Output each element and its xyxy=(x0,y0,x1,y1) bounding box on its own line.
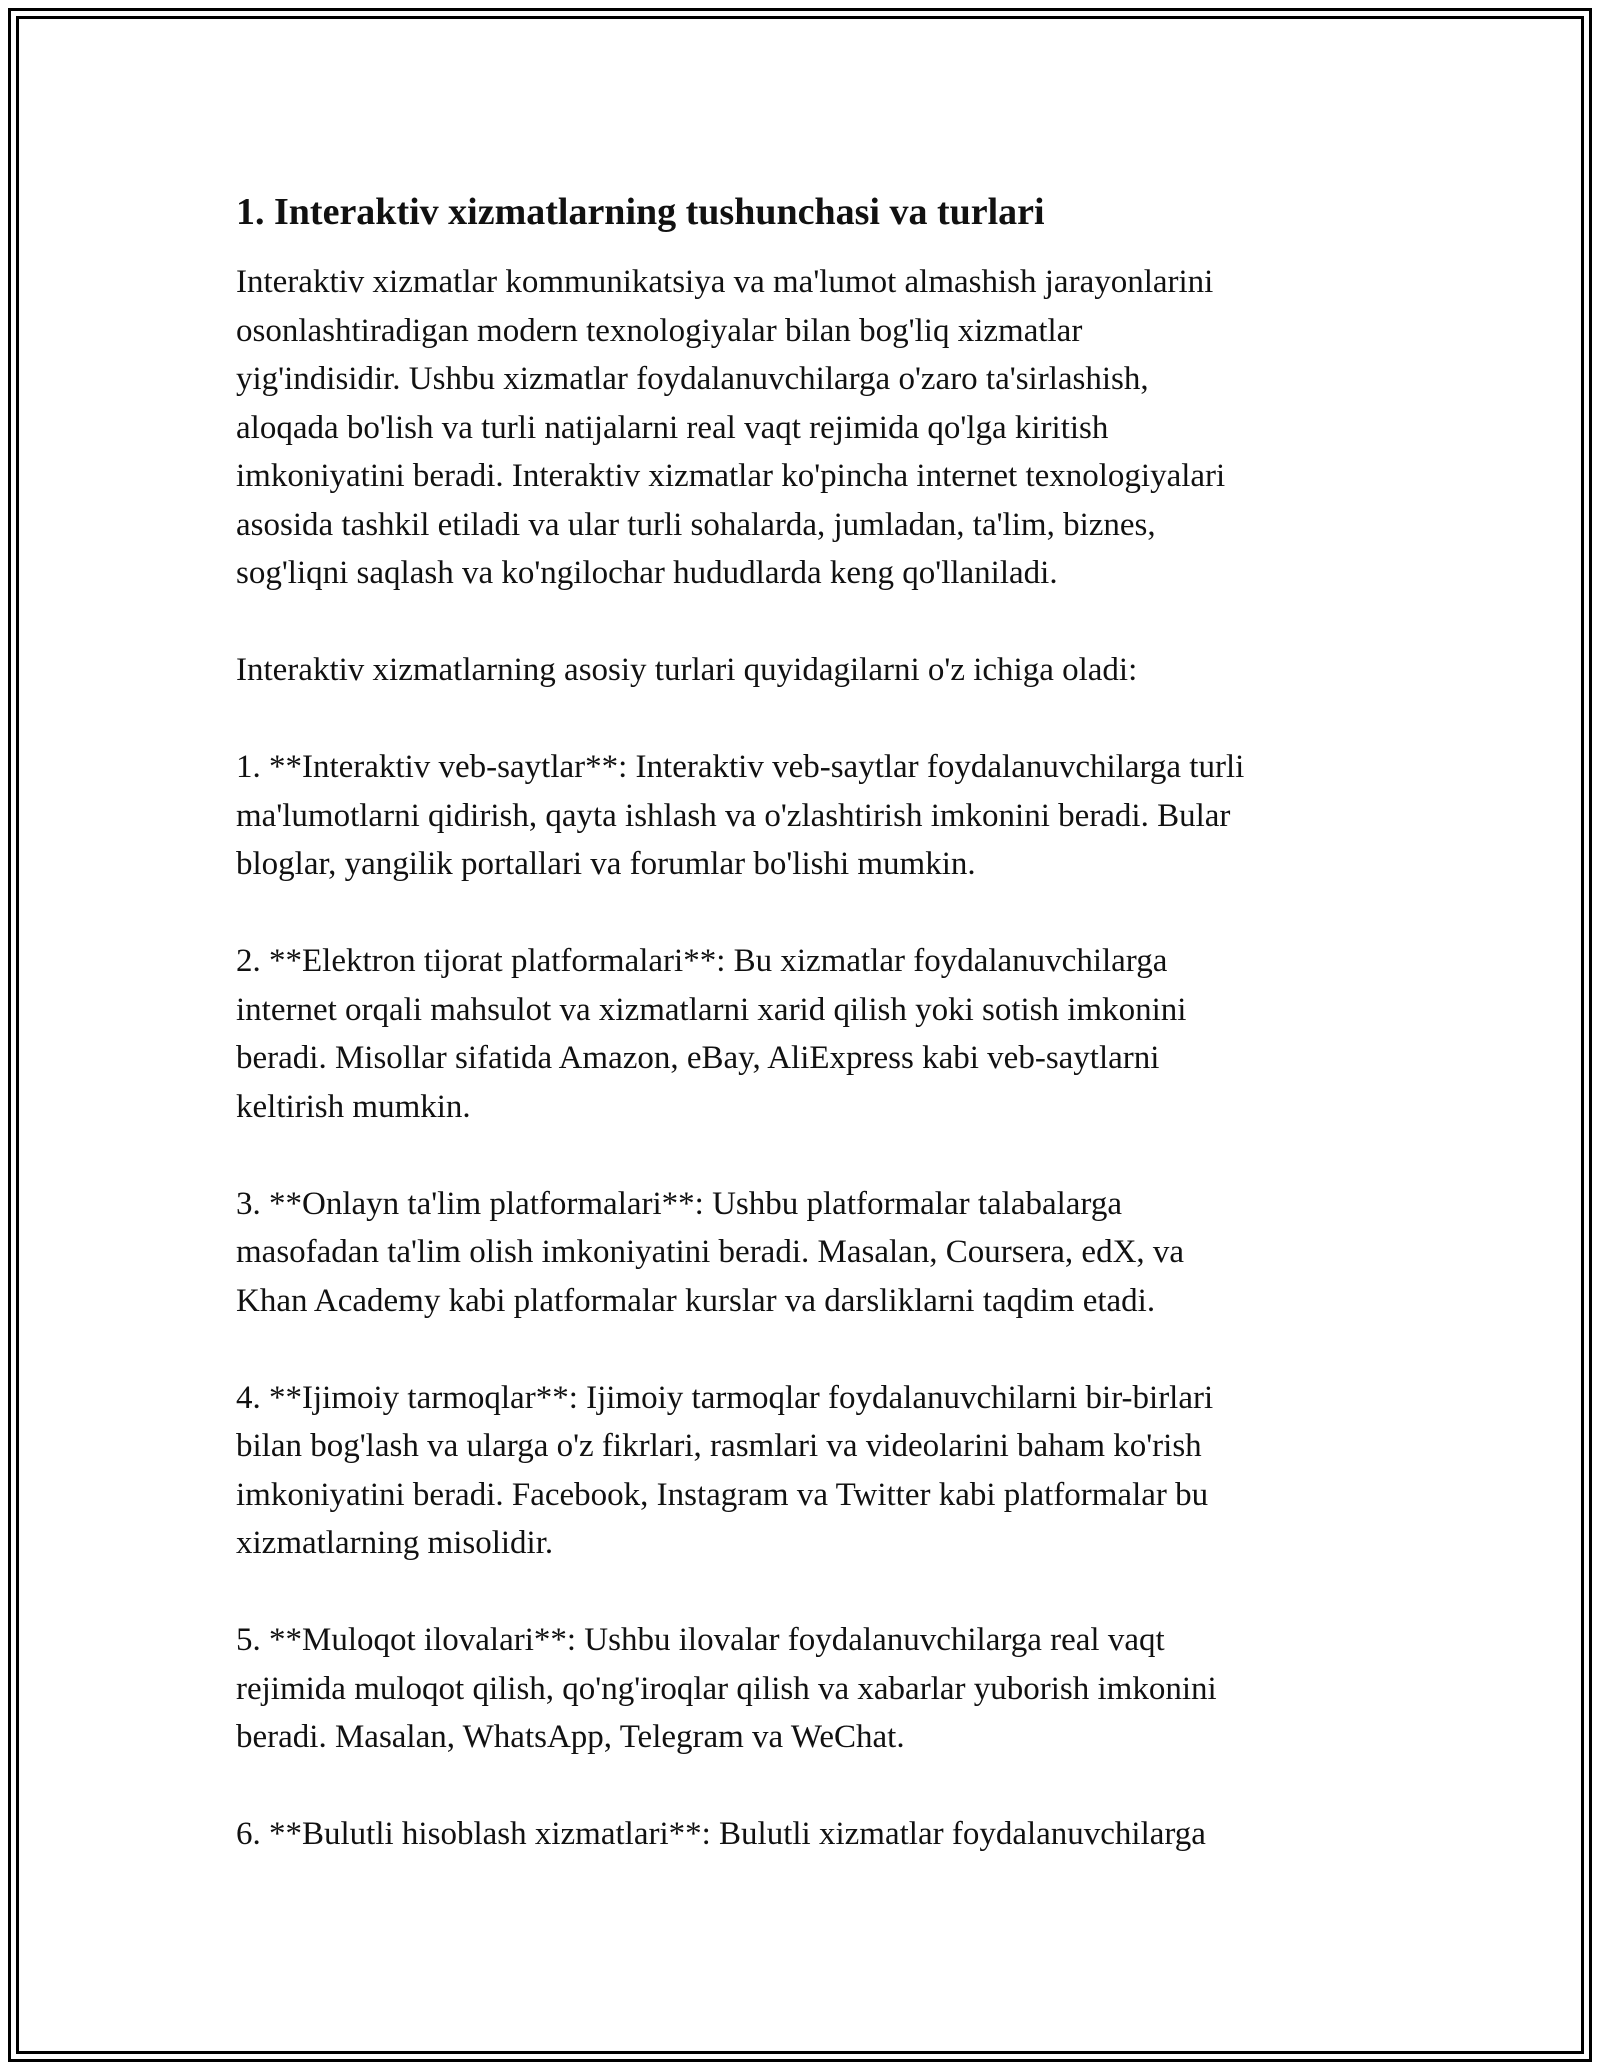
list-item-messaging-apps: 5. **Muloqot ilovalari**: Ushbu ilovalar foydalanuvchilarga real vaqt rejimida muloqot qilish, qo'ng'iroqlar qilish va xabarlar yuborish imkonini beradi. Masalan, WhatsApp, Telegram va WeChat. xyxy=(236,1622,1217,1755)
types-intro-paragraph: Interaktiv xizmatlarning asosiy turlari quyidagilarni o'z ichiga oladi: xyxy=(236,652,1138,688)
list-item-online-education: 3. **Onlayn ta'lim platformalari**: Ushbu platformalar talabalarga masofadan ta'lim olish imkoniyatini beradi. Masalan, Coursera, edX, va Khan Academy kabi platformalar kurslar va darsliklarni taqdim etadi. xyxy=(236,1185,1185,1319)
list-item-social-networks: 4. **Ijimoiy tarmoqlar**: Ijimoiy tarmoqlar foydalanuvchilarni bir-birlari bilan bog'lash va ularga o'z fikrlari, rasmlari va videolarini baham ko'rish imkoniyatini beradi. Facebook, Instagram va Twitter kabi platformalar bu xizmatlarning misolidir. xyxy=(236,1379,1214,1561)
document-body xyxy=(236,188,1386,1907)
list-item-web-sites: 1. **Interaktiv veb-saytlar**: Interaktiv veb-saytlar foydalanuvchilarga turli ma'lumotlarni qidirish, qayta ishlash va o'zlashtirish imkonini beradi. Bular bloglar, yangilik portallari va forumlar bo'lishi mumkin. xyxy=(236,749,1245,882)
intro-paragraph: Interaktiv xizmatlar kommunikatsiya va ma'lumot almashish jarayonlarini osonlashtiradigan modern texnologiyalar bilan bog'liq xizmatlar yig'indisidir. Ushbu xizmatlar foydalanuvchilarga o'zaro ta'sirlashish, aloqada bo'lish va turli natijalarni real vaqt rejimida qo'lga kiritish imkoniyatini beradi. Interaktiv xizmatlar ko'pincha internet texnologiyalari asosida tashkil etiladi va ular turli sohalarda, jumladan, ta'lim, biznes, sog'liqni saqlash va ko'ngilochar hududlarda keng qo'llaniladi. xyxy=(236,264,1226,591)
list-item-cloud-services: 6. **Bulutli hisoblash xizmatlari**: Bulutli xizmatlar foydalanuvchilarga xyxy=(236,1816,1206,1852)
section-heading: 1. Interaktiv xizmatlarning tushunchasi va turlari xyxy=(236,191,1045,233)
list-item-e-commerce: 2. **Elektron tijorat platformalari**: Bu xizmatlar foydalanuvchilarga internet orqali mahsulot va xizmatlarni xarid qilish yoki sotish imkonini beradi. Misollar sifatida Amazon, eBay, AliExpress kabi veb-saytlarni keltirish mumkin. xyxy=(236,943,1187,1125)
